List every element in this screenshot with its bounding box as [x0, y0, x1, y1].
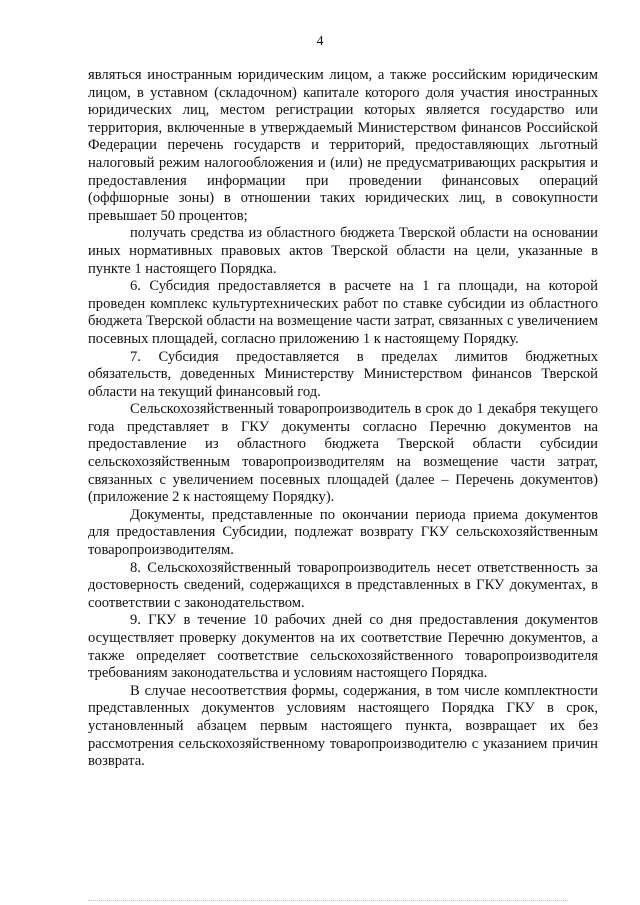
paragraph-item-7: 7. Субсидия предоставляется в пределах лимитов бюджетных обязательств, доведенных Министерству Министерством финансов Тверской области на текущий финансовый год. — [88, 348, 598, 400]
page-number: 4 — [316, 34, 324, 49]
document-body — [88, 67, 598, 771]
paragraph-condition-funds: получать средства из областного бюджета Тверской области на основании иных нормативных правовых актов Тверской области на цели, указанные в пункте 1 настоящего Порядка. — [88, 225, 598, 277]
paragraph-item-9: 9. ГКУ в течение 10 рабочих дней со дня предоставления документов осуществляет проверку документов на их соответствие Перечню документов, а также определяет соответствие сельскохозяйственного товаропроизводителя требованиям законодательства и условиям настоящего Порядка. — [88, 612, 598, 682]
paragraph-return-documents: В случае несоответствия формы, содержания, в том числе комплектности представленных документов условиям настоящего Порядка ГКУ в срок, установленный абзацем первым настоящего пункта, возвращает их без рассмотрения сельскохозяйственному товаропроизводителю с указанием причин возврата. — [88, 682, 598, 770]
paragraph-late-documents: Документы, представленные по окончании периода приема документов для предоставления Субсидии, подлежат возврату ГКУ сельскохозяйственным товаропроизводителям. — [88, 506, 598, 559]
scan-bottom-edge — [88, 900, 568, 903]
paragraph-submission: Сельскохозяйственный товаропроизводитель в срок до 1 декабря текущего года представляет в ГКУ документы согласно Перечню документов на предоставление из областного бюджета Тверской области субсидии сельскохозяйственным товаропроизводителям на возмещение части затрат, связанных с увеличением посевных площадей (далее – Перечень документов) (приложение 2 к настоящему Порядку). — [88, 401, 598, 506]
paragraph-item-6: 6. Субсидия предоставляется в расчете на 1 га площади, на которой проведен комплекс культуртехнических работ по ставке субсидии из областного бюджета Тверской области на возмещение части затрат, связанных с увеличением посевных площадей, согласно приложению 1 к настоящему Порядку. — [88, 278, 598, 347]
paragraph-continuation: являться иностранным юридическим лицом, а также российским юридическим лицом, в уставном (складочном) капитале которого доля участия иностранных юридических лиц, местом регистрации которых является государство или территория, включенные в утверждаемый Министерством финансов Российской Федерации перечень государств и территорий, предоставляющих льготный налоговый режим налогообложения и (или) не предусматривающих раскрытия и предоставления информации при проведении финансовых операций (оффшорные зоны) в отношении таких юридических лиц, в совокупности превышает 50 процентов; — [88, 67, 598, 224]
paragraph-item-8: 8. Сельскохозяйственный товаропроизводитель несет ответственность за достоверность сведений, содержащихся в представленных в ГКУ документах, в соответствии с законодательством. — [88, 559, 598, 611]
